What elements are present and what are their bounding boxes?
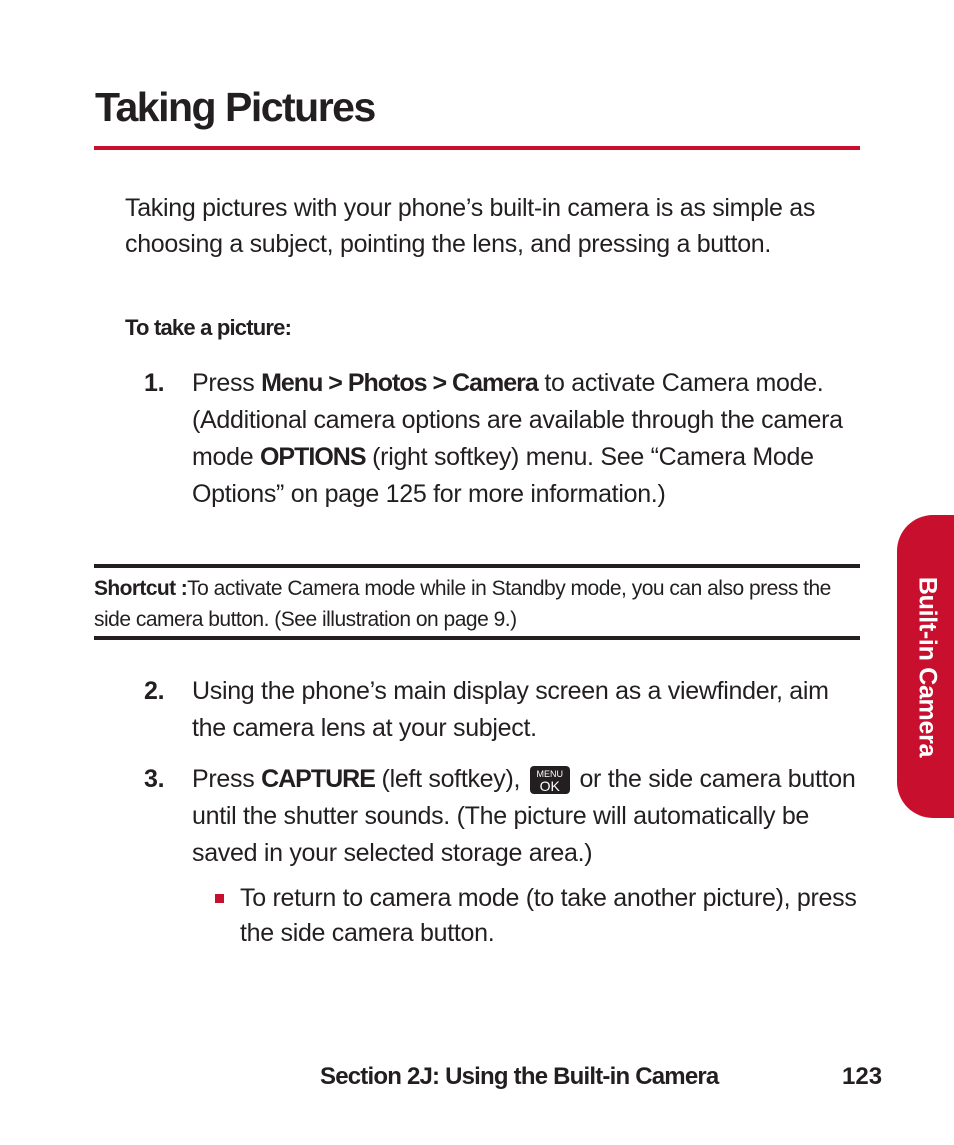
procedure-heading: To take a picture: (125, 315, 292, 340)
intro-paragraph: Taking pictures with your phone’s built-in camera is as simple as choosing a subject, pointing the lens, and pressing a button. (125, 194, 816, 258)
page-number: 123 (842, 1063, 883, 1090)
bullet-square-icon (215, 894, 224, 903)
capture-label: CAPTURE (261, 765, 375, 793)
menu-path: Menu > Photos > Camera (261, 369, 538, 397)
bullet-text: To return to camera mode (to take another picture), press the side camera button. (240, 884, 857, 947)
step-number: 2. (144, 677, 165, 705)
section-side-tab (897, 515, 954, 818)
step-text: Press Menu > Photos > Camera to activate Camera mode. (Additional camera options are available through the camera mode OPTIONS (right softkey) menu. See “Camera Mode Options” on page 125 for more information.) (192, 369, 843, 508)
shortcut-note (94, 564, 860, 640)
shortcut-text: Shortcut :To activate Camera mode while in Standby mode, you can also press the side camera button. (See illustration on page 9.) (94, 577, 831, 631)
step-text: Using the phone’s main display screen as a viewfinder, aim the camera lens at your subject. (192, 677, 829, 742)
footer-section-title: Section 2J: Using the Built-in Camera (320, 1063, 719, 1090)
title-rule (94, 146, 860, 150)
step-text: Press CAPTURE (left softkey), MENU OK or the side camera button until the shutter sounds. (The picture will automatically be saved in your selected storage area.) (192, 765, 856, 867)
menu-ok-key-icon: MENU OK (530, 766, 570, 794)
shortcut-label: Shortcut : (94, 577, 188, 600)
options-label: OPTIONS (259, 443, 366, 471)
step-number: 1. (144, 369, 165, 397)
side-tab-label: Built-in Camera (913, 576, 942, 757)
step-number: 3. (144, 765, 165, 793)
page-title: Taking Pictures (95, 84, 375, 130)
